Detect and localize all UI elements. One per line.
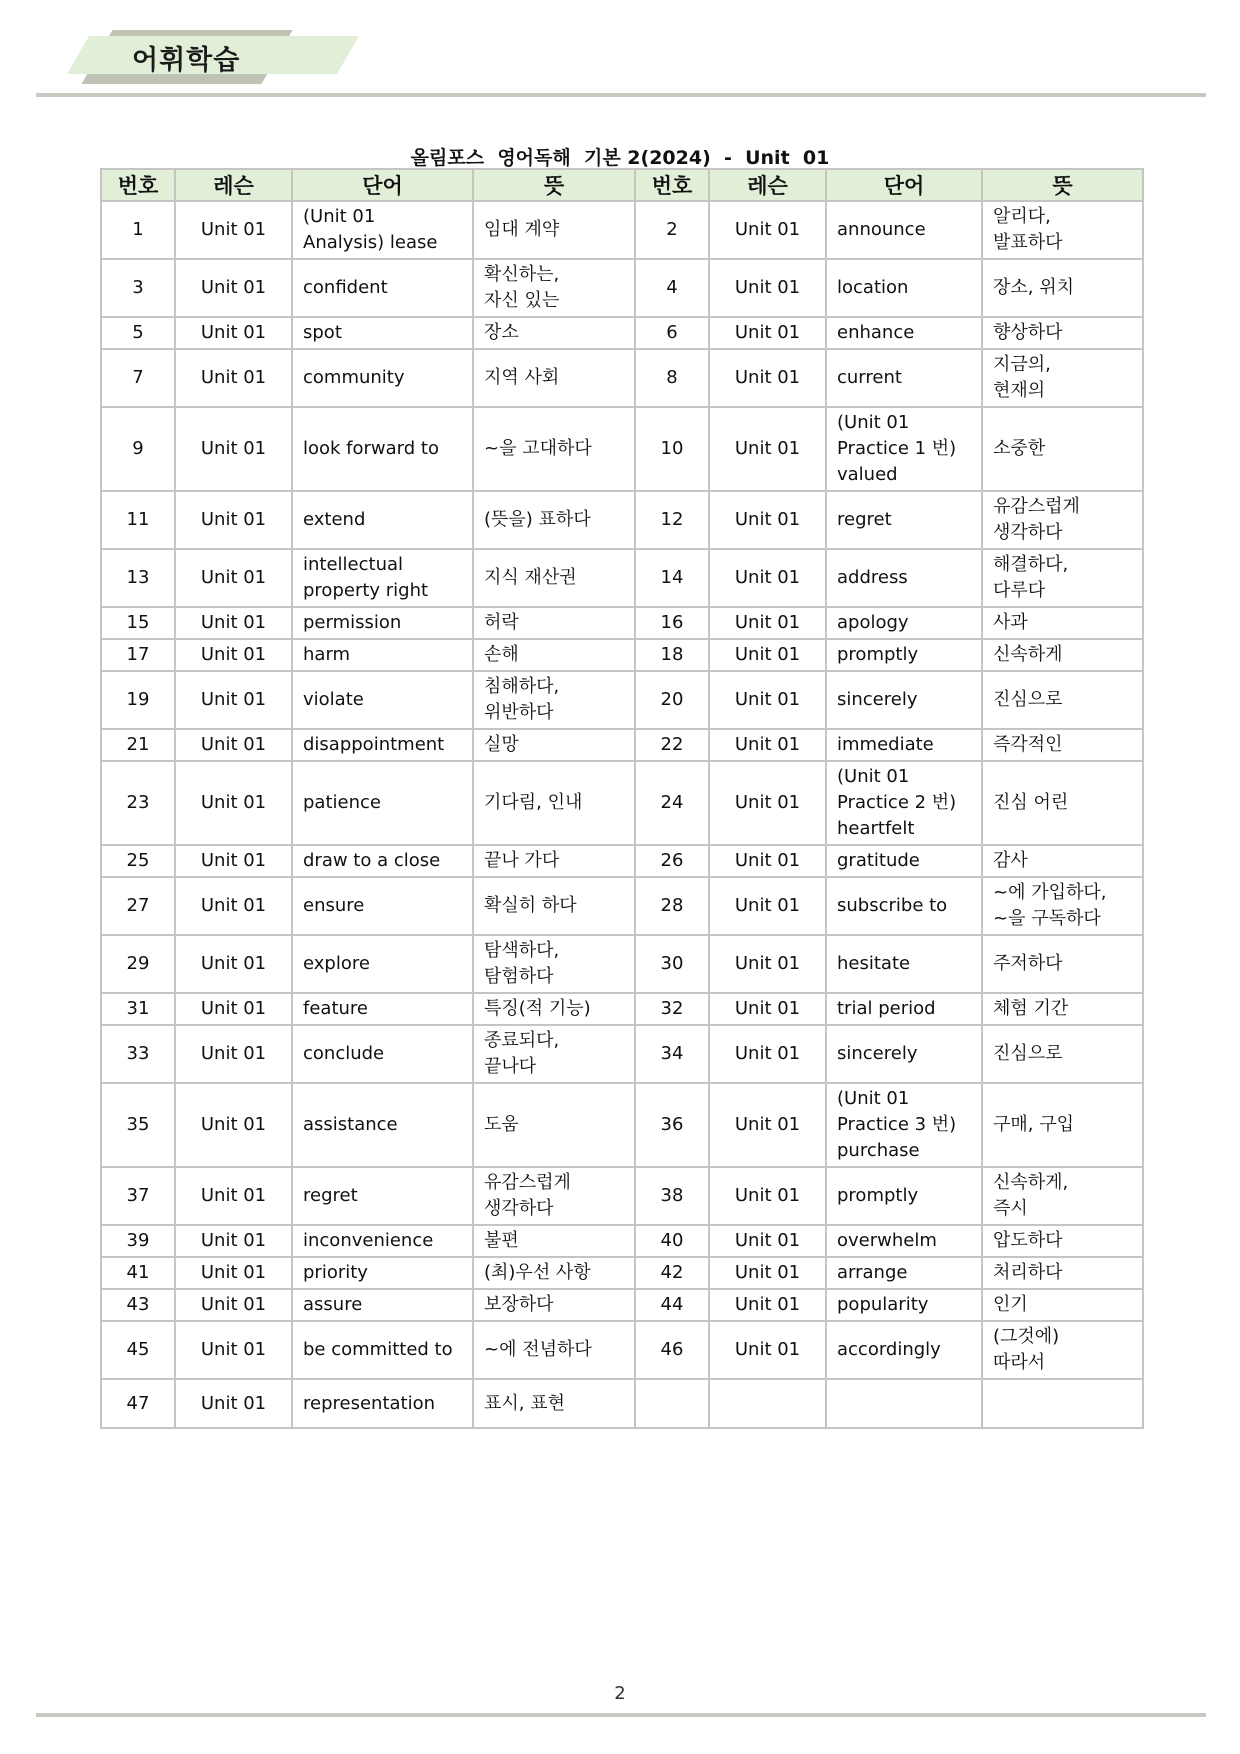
cell-meaning: 임대 계약 [473,201,635,259]
cell-number: 16 [635,607,709,639]
cell-word: patience [292,761,473,845]
cell-lesson: Unit 01 [709,607,826,639]
cell-meaning: 처리하다 [982,1257,1143,1289]
cell-word: location [826,259,982,317]
table-row [101,1167,1143,1225]
cell-number: 26 [635,845,709,877]
cell-lesson: Unit 01 [709,407,826,491]
cell-lesson: Unit 01 [709,259,826,317]
cell-lesson: Unit 01 [175,1321,292,1379]
table-row [101,935,1143,993]
cell-lesson: Unit 01 [709,317,826,349]
cell-number: 41 [101,1257,175,1289]
cell-lesson: Unit 01 [709,639,826,671]
cell-meaning: 탐색하다, 탐험하다 [473,935,635,993]
cell-number: 44 [635,1289,709,1321]
cell-lesson: Unit 01 [175,761,292,845]
cell-lesson: Unit 01 [709,549,826,607]
cell-meaning: 진심으로 [982,671,1143,729]
section-title: 어휘학습 [132,45,241,76]
cell-meaning: 확실히 하다 [473,877,635,935]
cell-word: violate [292,671,473,729]
table-row [101,549,1143,607]
cell-meaning: ~을 고대하다 [473,407,635,491]
cell-word: explore [292,935,473,993]
cell-meaning: (뜻을) 표하다 [473,491,635,549]
cell-lesson: Unit 01 [709,201,826,259]
cell-word: regret [826,491,982,549]
cell-number: 45 [101,1321,175,1379]
cell-meaning: 지식 재산권 [473,549,635,607]
cell-number: 27 [101,877,175,935]
cell-word: (Unit 01 Practice 1 번) valued [826,407,982,491]
cell-meaning: 향상하다 [982,317,1143,349]
cell-lesson: Unit 01 [175,729,292,761]
table-row [101,845,1143,877]
table-row [101,1289,1143,1321]
cell-meaning: 감사 [982,845,1143,877]
table-row [101,1083,1143,1167]
cell-number: 30 [635,935,709,993]
cell-word: popularity [826,1289,982,1321]
cell-word: disappointment [292,729,473,761]
cell-lesson: Unit 01 [709,349,826,407]
cell-word: look forward to [292,407,473,491]
cell-number: 10 [635,407,709,491]
top-divider [36,93,1206,97]
cell-lesson: Unit 01 [175,845,292,877]
table-row [101,1257,1143,1289]
cell-word: harm [292,639,473,671]
cell-word: gratitude [826,845,982,877]
cell-number: 33 [101,1025,175,1083]
cell-word: feature [292,993,473,1025]
table-row [101,877,1143,935]
cell-number: 20 [635,671,709,729]
table-row [101,671,1143,729]
cell-word: inconvenience [292,1225,473,1257]
cell-number: 3 [101,259,175,317]
cell-number: 2 [635,201,709,259]
cell-number: 6 [635,317,709,349]
cell-word: (Unit 01 Analysis) lease [292,201,473,259]
cell-word: (Unit 01 Practice 3 번) purchase [826,1083,982,1167]
table-row [101,607,1143,639]
header-word: 단어 [826,169,982,201]
cell-meaning: ~에 전념하다 [473,1321,635,1379]
cell-lesson: Unit 01 [175,259,292,317]
cell-lesson: Unit 01 [709,1167,826,1225]
cell-lesson: Unit 01 [175,349,292,407]
cell-lesson: Unit 01 [175,407,292,491]
cell-lesson: Unit 01 [175,317,292,349]
cell-number: 35 [101,1083,175,1167]
header-lesson: 레슨 [175,169,292,201]
cell-word: trial period [826,993,982,1025]
cell-number: 38 [635,1167,709,1225]
table-row [101,407,1143,491]
cell-word: sincerely [826,671,982,729]
cell-word: be committed to [292,1321,473,1379]
cell-meaning: 즉각적인 [982,729,1143,761]
table-row [101,491,1143,549]
cell-lesson: Unit 01 [175,201,292,259]
cell-meaning [982,1379,1143,1428]
cell-number: 28 [635,877,709,935]
cell-word: permission [292,607,473,639]
cell-lesson: Unit 01 [175,1379,292,1428]
cell-word: extend [292,491,473,549]
cell-meaning: 유감스럽게 생각하다 [982,491,1143,549]
cell-meaning: 진심으로 [982,1025,1143,1083]
cell-word: address [826,549,982,607]
header-meaning: 뜻 [982,169,1143,201]
cell-number: 13 [101,549,175,607]
page-number: 2 [614,1683,626,1704]
cell-lesson: Unit 01 [709,935,826,993]
document-title: 올림포스 영어독해 기본 2(2024) - Unit 01 [410,147,830,169]
cell-number: 23 [101,761,175,845]
cell-number: 46 [635,1321,709,1379]
cell-number: 24 [635,761,709,845]
cell-meaning: 끝나 가다 [473,845,635,877]
cell-word [826,1379,982,1428]
cell-meaning: 표시, 표현 [473,1379,635,1428]
cell-word: priority [292,1257,473,1289]
cell-lesson: Unit 01 [709,1257,826,1289]
cell-word: overwhelm [826,1225,982,1257]
cell-meaning: 도움 [473,1083,635,1167]
cell-word: spot [292,317,473,349]
cell-meaning: 지금의, 현재의 [982,349,1143,407]
cell-meaning: 지역 사회 [473,349,635,407]
cell-meaning: 기다림, 인내 [473,761,635,845]
header-meaning: 뜻 [473,169,635,201]
cell-lesson: Unit 01 [175,1257,292,1289]
cell-lesson: Unit 01 [709,1321,826,1379]
cell-lesson: Unit 01 [709,761,826,845]
table-row [101,201,1143,259]
cell-meaning: 종료되다, 끝나다 [473,1025,635,1083]
cell-lesson: Unit 01 [175,1167,292,1225]
cell-meaning: 확신하는, 자신 있는 [473,259,635,317]
cell-lesson: Unit 01 [709,1025,826,1083]
cell-word: intellectual property right [292,549,473,607]
header-lesson: 레슨 [709,169,826,201]
cell-meaning: 알리다, 발표하다 [982,201,1143,259]
cell-word: community [292,349,473,407]
cell-lesson: Unit 01 [175,877,292,935]
cell-number: 31 [101,993,175,1025]
cell-meaning: 진심 어린 [982,761,1143,845]
cell-lesson: Unit 01 [709,671,826,729]
cell-number: 14 [635,549,709,607]
cell-number: 32 [635,993,709,1025]
cell-lesson: Unit 01 [175,1083,292,1167]
cell-number: 37 [101,1167,175,1225]
cell-meaning: 보장하다 [473,1289,635,1321]
cell-word: assure [292,1289,473,1321]
cell-lesson: Unit 01 [709,993,826,1025]
cell-word: assistance [292,1083,473,1167]
cell-number: 9 [101,407,175,491]
cell-number: 4 [635,259,709,317]
cell-word: (Unit 01 Practice 2 번) heartfelt [826,761,982,845]
cell-lesson [709,1379,826,1428]
cell-number: 7 [101,349,175,407]
cell-number: 40 [635,1225,709,1257]
cell-word: representation [292,1379,473,1428]
cell-meaning: 체험 기간 [982,993,1143,1025]
cell-meaning: 사과 [982,607,1143,639]
table-row [101,993,1143,1025]
cell-word: confident [292,259,473,317]
cell-lesson: Unit 01 [175,607,292,639]
cell-lesson: Unit 01 [709,1289,826,1321]
cell-word: immediate [826,729,982,761]
cell-number: 25 [101,845,175,877]
cell-number: 1 [101,201,175,259]
cell-number: 17 [101,639,175,671]
cell-meaning: 압도하다 [982,1225,1143,1257]
cell-word: sincerely [826,1025,982,1083]
cell-number: 15 [101,607,175,639]
cell-meaning: 신속하게, 즉시 [982,1167,1143,1225]
cell-meaning: 인기 [982,1289,1143,1321]
cell-number: 42 [635,1257,709,1289]
cell-lesson: Unit 01 [709,729,826,761]
cell-number [635,1379,709,1428]
cell-meaning: 장소 [473,317,635,349]
cell-number: 8 [635,349,709,407]
cell-word: regret [292,1167,473,1225]
cell-word: hesitate [826,935,982,993]
cell-meaning: 실망 [473,729,635,761]
cell-number: 21 [101,729,175,761]
cell-meaning: (그것에) 따라서 [982,1321,1143,1379]
cell-number: 5 [101,317,175,349]
cell-word: subscribe to [826,877,982,935]
cell-number: 19 [101,671,175,729]
table-row [101,761,1143,845]
cell-meaning: 불편 [473,1225,635,1257]
cell-meaning: 침해하다, 위반하다 [473,671,635,729]
cell-word: announce [826,201,982,259]
cell-meaning: 해결하다, 다루다 [982,549,1143,607]
table-row [101,349,1143,407]
cell-meaning: 주저하다 [982,935,1143,993]
cell-lesson: Unit 01 [175,1225,292,1257]
cell-word: enhance [826,317,982,349]
cell-meaning: 유감스럽게 생각하다 [473,1167,635,1225]
cell-lesson: Unit 01 [709,845,826,877]
cell-lesson: Unit 01 [709,877,826,935]
cell-meaning: ~에 가입하다, ~을 구독하다 [982,877,1143,935]
cell-word: arrange [826,1257,982,1289]
cell-lesson: Unit 01 [709,1083,826,1167]
cell-number: 43 [101,1289,175,1321]
bottom-divider [36,1713,1206,1717]
cell-lesson: Unit 01 [175,1289,292,1321]
cell-lesson: Unit 01 [175,993,292,1025]
cell-lesson: Unit 01 [175,935,292,993]
cell-lesson: Unit 01 [175,639,292,671]
cell-number: 36 [635,1083,709,1167]
table-row [101,639,1143,671]
cell-meaning: 손해 [473,639,635,671]
cell-number: 34 [635,1025,709,1083]
cell-word: apology [826,607,982,639]
header-number: 번호 [101,169,175,201]
cell-word: promptly [826,639,982,671]
cell-number: 22 [635,729,709,761]
vocabulary-table [100,168,1144,1429]
cell-lesson: Unit 01 [175,671,292,729]
cell-word: draw to a close [292,845,473,877]
cell-lesson: Unit 01 [175,549,292,607]
cell-meaning: 장소, 위치 [982,259,1143,317]
header-number: 번호 [635,169,709,201]
table-row [101,1225,1143,1257]
table-row [101,317,1143,349]
cell-word: ensure [292,877,473,935]
cell-meaning: 소중한 [982,407,1143,491]
table-row [101,259,1143,317]
cell-lesson: Unit 01 [709,491,826,549]
cell-word: accordingly [826,1321,982,1379]
table-row [101,1321,1143,1379]
cell-word: current [826,349,982,407]
cell-meaning: 특징(적 기능) [473,993,635,1025]
cell-number: 47 [101,1379,175,1428]
cell-lesson: Unit 01 [175,1025,292,1083]
cell-lesson: Unit 01 [175,491,292,549]
cell-number: 12 [635,491,709,549]
cell-word: promptly [826,1167,982,1225]
table-row [101,729,1143,761]
table-header-row [101,169,1143,201]
cell-number: 39 [101,1225,175,1257]
cell-number: 29 [101,935,175,993]
cell-lesson: Unit 01 [709,1225,826,1257]
cell-meaning: 신속하게 [982,639,1143,671]
header-word: 단어 [292,169,473,201]
table-body [101,201,1143,1428]
cell-meaning: (최)우선 사항 [473,1257,635,1289]
table-row [101,1025,1143,1083]
cell-meaning: 허락 [473,607,635,639]
table-row [101,1379,1143,1428]
cell-meaning: 구매, 구입 [982,1083,1143,1167]
cell-number: 11 [101,491,175,549]
cell-number: 18 [635,639,709,671]
cell-word: conclude [292,1025,473,1083]
